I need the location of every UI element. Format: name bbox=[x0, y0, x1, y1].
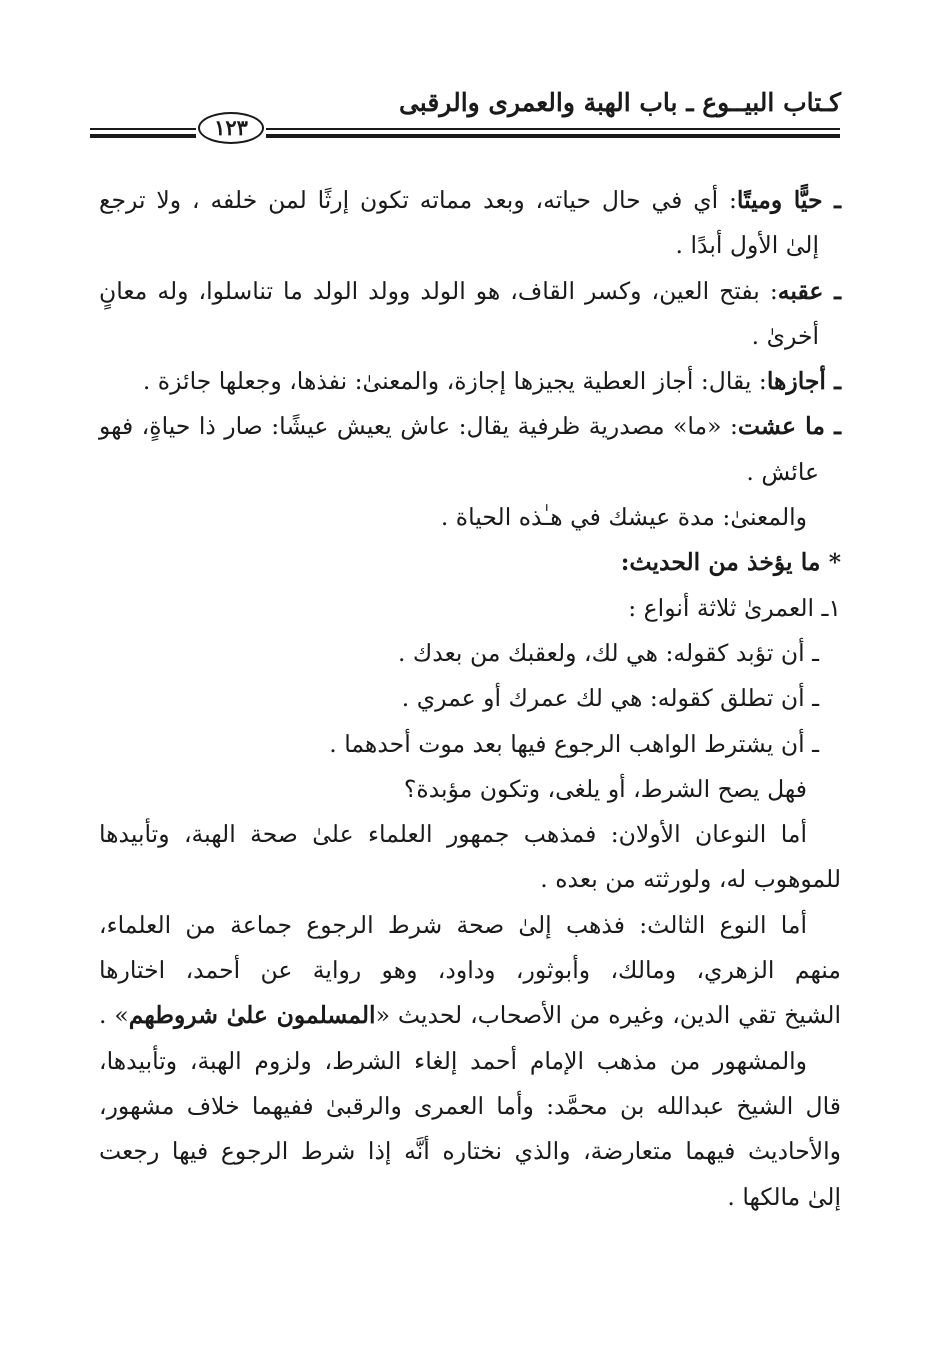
page-number: ١٢٣ bbox=[198, 112, 264, 144]
text-run: ـ أن تؤبد كقوله: هي لك، ولعقبك من بعدك . bbox=[397, 638, 819, 667]
text-line bbox=[99, 1039, 841, 1084]
text-line bbox=[99, 631, 841, 676]
text-line bbox=[99, 178, 841, 223]
text-run: للموهوب له، ولورثته من بعده . bbox=[540, 865, 841, 894]
text-line bbox=[99, 540, 841, 585]
bold-term: ـ حيًّا وميتًا bbox=[736, 186, 841, 214]
text-line bbox=[99, 359, 841, 404]
text-run: الشيخ تقي الدين، وغيره من الأصحاب، لحديث « bbox=[375, 1001, 842, 1030]
bold-term: ـ عقبه bbox=[777, 276, 842, 305]
text-line bbox=[99, 993, 841, 1038]
text-line bbox=[99, 767, 841, 812]
text-line bbox=[99, 676, 841, 721]
bold-term: ـ ما عشت bbox=[737, 412, 841, 441]
bold-term: * ما يؤخذ من الحديث: bbox=[620, 548, 841, 577]
text-line bbox=[99, 1084, 841, 1129]
text-run: : بفتح العين، وكسر القاف، هو الولد وولد الولد ما تناسلوا، وله معانٍ bbox=[99, 276, 778, 305]
text-run: والأحاديث فيهما متعارضة، والذي نختاره أنَّه إذا شرط الرجوع فيها رجعت bbox=[99, 1137, 841, 1166]
text-line bbox=[99, 1175, 841, 1220]
text-run: والمعنىٰ: مدة عيشك في هـٰذه الحياة . bbox=[440, 503, 807, 532]
text-run: فهل يصح الشرط، أو يلغى، وتكون مؤبدة؟ bbox=[403, 774, 807, 803]
bold-term: المسلمون علىٰ شروطهم bbox=[128, 1001, 376, 1030]
text-run: إلىٰ الأول أبدًا . bbox=[675, 231, 819, 260]
text-line bbox=[99, 722, 841, 767]
text-run: أخرىٰ . bbox=[751, 321, 819, 350]
text-run: : أي في حال حياته، وبعد مماته تكون إرثًا لمن خلفه ، ولا ترجع bbox=[99, 186, 737, 214]
text-run: ١ـ العمرىٰ ثلاثة أنواع : bbox=[628, 593, 841, 622]
text-run: والمشهور من مذهب الإمام أحمد إلغاء الشرط، ولزوم الهبة، وتأبيدها، bbox=[99, 1046, 807, 1075]
text-line bbox=[99, 586, 841, 631]
text-line bbox=[99, 948, 841, 993]
text-line bbox=[99, 495, 841, 540]
text-run: عائش . bbox=[746, 457, 819, 486]
running-header-title: كـتاب البيــوع ـ باب الهبة والعمرى والرقبى bbox=[398, 88, 841, 117]
header-rule-right bbox=[266, 128, 840, 130]
header-rule-left bbox=[90, 128, 196, 130]
text-run: ـ أن تطلق كقوله: هي لك عمرك أو عمري . bbox=[401, 684, 819, 713]
text-line bbox=[99, 314, 841, 359]
text-line bbox=[99, 450, 841, 495]
text-line bbox=[99, 404, 841, 449]
bold-term: ـ أجازها bbox=[766, 367, 841, 396]
text-run: أما النوع الثالث: فذهب إلىٰ صحة شرط الرجوع جماعة من العلماء، bbox=[99, 910, 807, 939]
text-run: قال الشيخ عبدالله بن محمَّد: وأما العمرى والرقبىٰ ففيهما خلاف مشهور، bbox=[99, 1091, 841, 1120]
text-run: ـ أن يشترط الواهب الرجوع فيها بعد موت أحدهما . bbox=[329, 729, 819, 758]
text-line bbox=[99, 269, 841, 314]
text-line bbox=[99, 1129, 841, 1174]
text-run: » . bbox=[99, 1001, 129, 1030]
text-run: إلىٰ مالكها . bbox=[727, 1182, 841, 1211]
text-line bbox=[99, 903, 841, 948]
text-run: منهم الزهري، ومالك، وأبوثور، وداود، وهو رواية عن أحمد، اختارها bbox=[99, 956, 841, 985]
text-run: أما النوعان الأولان: فمذهب جمهور العلماء علىٰ صحة الهبة، وتأبيدها bbox=[99, 820, 807, 849]
body-text bbox=[99, 178, 841, 1220]
text-line bbox=[99, 812, 841, 857]
text-line bbox=[99, 223, 841, 268]
text-run: : يقال: أجاز العطية يجيزها إجازة، والمعنىٰ: نفذها، وجعلها جائزة . bbox=[142, 367, 767, 396]
text-line bbox=[99, 857, 841, 902]
text-run: : «ما» مصدرية ظرفية يقال: عاش يعيش عيشًا: صار ذا حياةٍ، فهو bbox=[99, 412, 738, 441]
